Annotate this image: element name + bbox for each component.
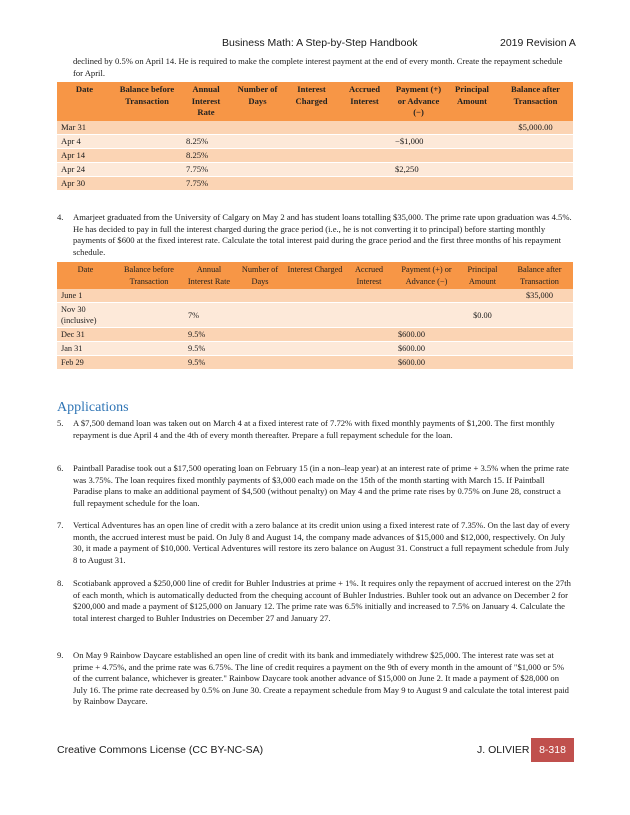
- table-cell: [114, 356, 184, 370]
- table-cell: [286, 342, 344, 356]
- table-row: [57, 121, 573, 135]
- table-cell: Nov 30 (inclusive): [57, 303, 114, 328]
- question-number: 7.: [57, 520, 64, 530]
- table-cell: Apr 30: [57, 176, 112, 190]
- table-header-row: [57, 262, 573, 289]
- table-cell: 9.5%: [184, 328, 234, 342]
- column-header: Date: [57, 262, 114, 289]
- column-header: Balance after Transaction: [506, 262, 573, 289]
- revision-label: 2019 Revision A: [500, 37, 576, 49]
- table-cell: [394, 303, 459, 328]
- question-number: 8.: [57, 578, 64, 588]
- question-text: Scotiabank approved a $250,000 line of credit for Buhler Industries at prime + 1%. It requires only the repayment of accrued interest on the 27th of each month, which is automatically deducted from the chequing account of Buhler Industries. Buhler took out an advance on December 2 for $200,000 and made a payment of $125,000 on January 12. The prime rate was 6.5% initially and increased to 7.5% on January 4. Calculate the total interest charged to Buhler Industries on December 27 and January 27.: [73, 578, 571, 623]
- table-cell: [114, 328, 184, 342]
- table-cell: [338, 148, 391, 162]
- table-cell: [498, 162, 573, 176]
- table-header-row: [57, 82, 573, 121]
- table-cell: [182, 121, 230, 135]
- table-cell: [446, 176, 498, 190]
- page-header: [0, 37, 630, 51]
- table-cell: Apr 14: [57, 148, 112, 162]
- column-header: Balance before Transaction: [114, 262, 184, 289]
- table-row: [57, 303, 573, 328]
- table-cell: Dec 31: [57, 328, 114, 342]
- table-cell: [234, 356, 286, 370]
- table-cell: Apr 4: [57, 134, 112, 148]
- table-cell: −$1,000: [391, 134, 446, 148]
- table-cell: [446, 162, 498, 176]
- table-cell: [285, 148, 338, 162]
- table-cell: $600.00: [394, 342, 459, 356]
- table-cell: [230, 134, 285, 148]
- column-header: Annual Interest Rate: [182, 82, 230, 121]
- table-cell: [498, 148, 573, 162]
- column-header: Annual Interest Rate: [184, 262, 234, 289]
- schedule-table-2: [57, 262, 573, 370]
- table-cell: [234, 328, 286, 342]
- table-cell: $600.00: [394, 328, 459, 342]
- table-cell: [391, 121, 446, 135]
- table-row: [57, 356, 573, 370]
- question-number: 5.: [57, 418, 64, 428]
- table-cell: 9.5%: [184, 342, 234, 356]
- table-cell: [285, 162, 338, 176]
- column-header: Interest Charged: [286, 262, 344, 289]
- table-cell: [459, 328, 506, 342]
- applications-heading: Applications: [57, 400, 129, 415]
- question-4-number: 4.: [57, 212, 64, 222]
- question-3-tail: declined by 0.5% on April 14. He is required to make the complete interest payment at the end of every month. Create the repayment schedule for April.: [73, 56, 563, 78]
- table-cell: 7.75%: [182, 176, 230, 190]
- table-cell: [112, 121, 182, 135]
- column-header: Number of Days: [234, 262, 286, 289]
- column-header: Number of Days: [230, 82, 285, 121]
- question-text: On May 9 Rainbow Daycare established an open line of credit with its bank and immediately withdrew $25,000. The interest rate was set at prime + 4.75%, and the prime rate was 6.75%. The line of credit requires a payment on the 9th of every month in the amount of "$1,000 or 5% of the current balance, whichever is greater." Rainbow Daycare took another advance of $15,000 on June 2. It made a payment of $28,000 on July 16. The prime rate decreased by 0.5% on June 30. Create a repayment schedule from May 9 to August 9 and calculate the total interest paid by Rainbow Daycare.: [73, 650, 569, 706]
- table-cell: [506, 356, 573, 370]
- table-cell: 7.75%: [182, 162, 230, 176]
- question-4-text: Amarjeet graduated from the University of Calgary on May 2 and has student loans totalling $35,000. The prime rate upon graduation was 4.5%. He has decided to pay in full the interest charged during the grace period (i.e., he is not converting it to principal) before starting monthly payments of $600 at the fixed interest rate. Calculate the total interest paid during the grace period and the first three months of his repayment schedule.: [73, 212, 572, 257]
- table-cell: [344, 342, 394, 356]
- table-row: [57, 134, 573, 148]
- column-header: Interest Charged: [285, 82, 338, 121]
- table-cell: [506, 303, 573, 328]
- column-header: Balance after Transaction: [498, 82, 573, 121]
- table-cell: Feb 29: [57, 356, 114, 370]
- table-cell: [114, 303, 184, 328]
- question-number: 6.: [57, 463, 64, 473]
- table-cell: $600.00: [394, 356, 459, 370]
- table-cell: June 1: [57, 289, 114, 303]
- table-cell: [459, 289, 506, 303]
- table-cell: [234, 303, 286, 328]
- table-cell: [286, 303, 344, 328]
- table-cell: [286, 289, 344, 303]
- table-cell: [338, 121, 391, 135]
- table-cell: [506, 328, 573, 342]
- table-cell: 9.5%: [184, 356, 234, 370]
- table-cell: $2,250: [391, 162, 446, 176]
- table-cell: [112, 162, 182, 176]
- footer-author: J. OLIVIER: [477, 744, 530, 756]
- table-cell: $0.00: [459, 303, 506, 328]
- question-number: 9.: [57, 650, 64, 660]
- table-cell: [446, 134, 498, 148]
- column-header: Payment (+) or Advance (−): [394, 262, 459, 289]
- table-cell: [344, 289, 394, 303]
- table-row: [57, 342, 573, 356]
- question-text: Vertical Adventures has an open line of credit with a zero balance at its credit union using a fixed interest rate of 7.35%. On the last day of every month, the accrued interest must be paid. On July 8 and August 14, the company made advances of $15,000 and $12,000, respectively. On July 30, it made a payment of $10,000. Vertical Adventures will restore its zero balance on August 31. Construct a full repayment schedule from July 8 to August 31.: [73, 520, 570, 565]
- table-row: [57, 176, 573, 190]
- table-cell: [112, 148, 182, 162]
- column-header: Payment (+) or Advance (−): [391, 82, 446, 121]
- table-row: [57, 328, 573, 342]
- table-cell: 7%: [184, 303, 234, 328]
- table-cell: Jan 31: [57, 342, 114, 356]
- table-cell: [446, 148, 498, 162]
- table-cell: [459, 356, 506, 370]
- table-cell: [394, 289, 459, 303]
- table-cell: [230, 148, 285, 162]
- table-cell: [344, 328, 394, 342]
- table-cell: [114, 289, 184, 303]
- column-header: Balance before Transaction: [112, 82, 182, 121]
- table-cell: $35,000: [506, 289, 573, 303]
- table-cell: [286, 328, 344, 342]
- table-cell: [446, 121, 498, 135]
- table-cell: [285, 176, 338, 190]
- table-cell: [234, 342, 286, 356]
- column-header: Accrued Interest: [338, 82, 391, 121]
- column-header: Date: [57, 82, 112, 121]
- question-text: A $7,500 demand loan was taken out on March 4 at a fixed interest rate of 7.72% with fixed monthly payments of $1,200. The first monthly repayment is due April 4 and the 4th of every month thereafter. Prepare a full repayment schedule for the loan.: [73, 418, 555, 440]
- table-cell: [498, 134, 573, 148]
- table-cell: [234, 289, 286, 303]
- table-cell: [391, 176, 446, 190]
- table-cell: Apr 24: [57, 162, 112, 176]
- table-cell: [498, 176, 573, 190]
- table-cell: [114, 342, 184, 356]
- table-cell: [112, 134, 182, 148]
- table-cell: Mar 31: [57, 121, 112, 135]
- table-cell: [459, 342, 506, 356]
- table-cell: [338, 162, 391, 176]
- table-cell: 8.25%: [182, 148, 230, 162]
- table-cell: [338, 134, 391, 148]
- table-cell: [285, 121, 338, 135]
- table-cell: [344, 356, 394, 370]
- question-text: Paintball Paradise took out a $17,500 operating loan on February 15 (in a non–leap year) at an interest rate of prime + 3.5% when the prime rate was 3.75%. The loan requires fixed monthly payments of $3,000 each made on the 15th of the month starting with March 15. If Paintball Paradise plans to make an additional payment of $4,500 (without penalty) on May 4 and the prime rate rises by 0.75% on June 28, construct a full repayment schedule for the loan.: [73, 463, 569, 508]
- table-row: [57, 162, 573, 176]
- table-cell: [506, 342, 573, 356]
- table-cell: [230, 176, 285, 190]
- table-cell: [338, 176, 391, 190]
- table-cell: [230, 121, 285, 135]
- table-cell: [286, 356, 344, 370]
- footer-license: Creative Commons License (CC BY-NC-SA): [57, 744, 264, 756]
- page-number: 8-318: [531, 738, 574, 762]
- table-cell: [112, 176, 182, 190]
- table-cell: 8.25%: [182, 134, 230, 148]
- table-cell: [285, 134, 338, 148]
- book-title: Business Math: A Step-by-Step Handbook: [222, 37, 418, 49]
- table-row: [57, 289, 573, 303]
- table-cell: $5,000.00: [498, 121, 573, 135]
- column-header: Principal Amount: [446, 82, 498, 121]
- schedule-table-1: [57, 82, 573, 191]
- table-row: [57, 148, 573, 162]
- table-cell: [184, 289, 234, 303]
- table-cell: [230, 162, 285, 176]
- table-cell: [391, 148, 446, 162]
- table-cell: [344, 303, 394, 328]
- column-header: Accrued Interest: [344, 262, 394, 289]
- column-header: Principal Amount: [459, 262, 506, 289]
